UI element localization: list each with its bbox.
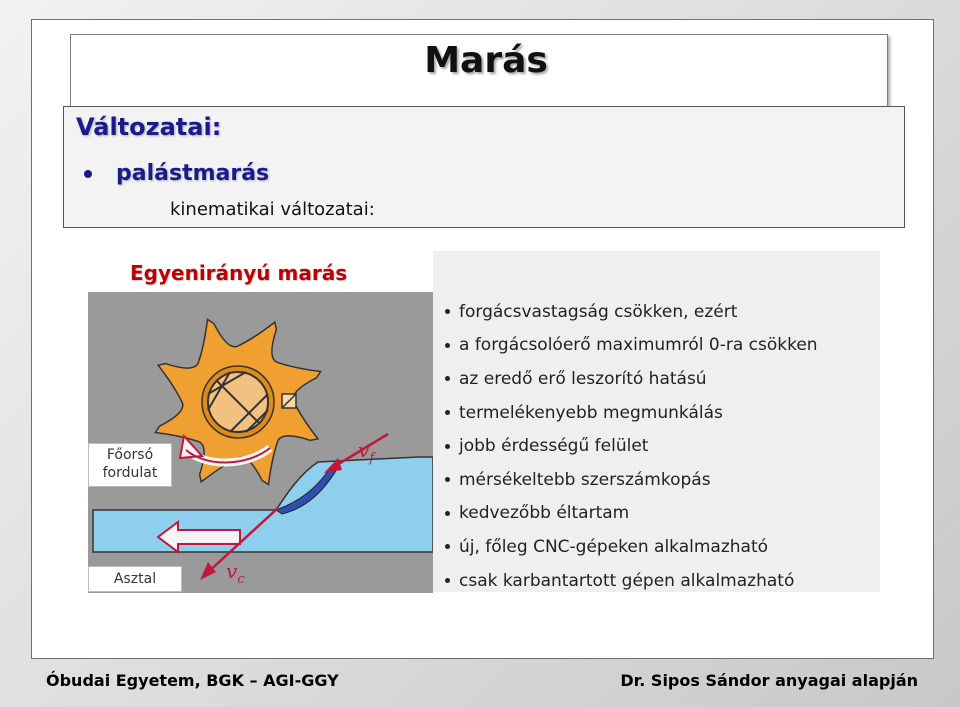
list-item-text: csak karbantartott gépen alkalmazható bbox=[459, 570, 795, 591]
list-item-text: a forgácsolóerő maximumról 0-ra csökken bbox=[459, 335, 818, 356]
spindle-label-line1: Főorsó bbox=[106, 447, 154, 463]
list-item bbox=[445, 429, 818, 463]
kinematic-text: kinematikai változatai: bbox=[170, 199, 375, 220]
table-label: Asztal bbox=[88, 566, 182, 592]
list-item-text: forgácsvastagság csökken, ezért bbox=[459, 301, 738, 322]
bullet-dot bbox=[445, 477, 450, 482]
properties-list bbox=[445, 295, 818, 597]
bullet-dot bbox=[445, 578, 450, 583]
list-item bbox=[445, 463, 818, 497]
list-item bbox=[445, 329, 818, 363]
list-item bbox=[445, 564, 818, 598]
list-item bbox=[445, 396, 818, 430]
properties-panel bbox=[433, 251, 880, 592]
list-item-text: kedvezőbb éltartam bbox=[459, 503, 630, 524]
bullet-dot bbox=[84, 170, 92, 178]
list-item-text: új, főleg CNC-gépeken alkalmazható bbox=[459, 536, 769, 557]
list-item-text: az eredő erő leszorító hatású bbox=[459, 368, 707, 389]
list-item bbox=[445, 362, 818, 396]
sub-heading: Egyenirányú marás bbox=[130, 261, 348, 285]
spindle-label-line2: fordulat bbox=[102, 465, 158, 481]
page-title: Marás bbox=[424, 40, 548, 81]
footer-institution: Óbudai Egyetem, BGK – AGI-GGY bbox=[46, 671, 339, 690]
main-bullet-label: palástmarás bbox=[116, 161, 270, 186]
list-item bbox=[445, 530, 818, 564]
vf-subscript: f bbox=[369, 451, 375, 466]
vf-label: v bbox=[358, 438, 370, 462]
bullet-dot bbox=[445, 376, 450, 381]
bullet-dot bbox=[445, 511, 450, 516]
list-item bbox=[445, 497, 818, 531]
bullet-dot bbox=[445, 444, 450, 449]
milling-diagram bbox=[88, 252, 433, 593]
list-item-text: termelékenyebb megmunkálás bbox=[459, 402, 723, 423]
variants-heading: Változatai: bbox=[76, 113, 222, 141]
list-item-text: mérsékeltebb szerszámkopás bbox=[459, 469, 711, 490]
list-item-text: jobb érdességű felület bbox=[459, 436, 649, 457]
vc-label: v bbox=[226, 559, 238, 583]
bullet-dot bbox=[445, 410, 450, 415]
main-bullet bbox=[84, 161, 269, 186]
footer-credit: Dr. Sipos Sándor anyagai alapján bbox=[620, 671, 918, 690]
bullet-dot bbox=[445, 343, 450, 348]
vc-subscript: c bbox=[237, 572, 245, 587]
bullet-dot bbox=[445, 309, 450, 314]
milling-diagram-svg bbox=[88, 252, 433, 593]
bullet-dot bbox=[445, 544, 450, 549]
list-item bbox=[445, 295, 818, 329]
spindle-label bbox=[88, 443, 172, 487]
